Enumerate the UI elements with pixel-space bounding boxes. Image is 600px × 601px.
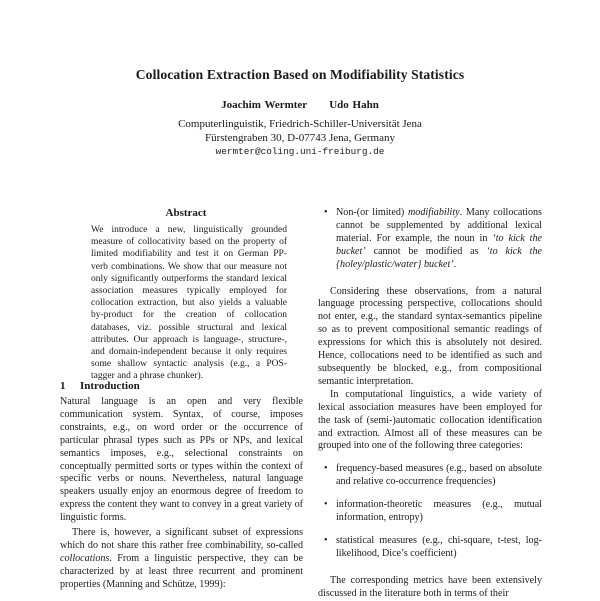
list-item-text: statistical measures (e.g., chi-square, t-test, log-likelihood, Dice’s coefficient): [336, 534, 542, 559]
list-item: [318, 207, 542, 272]
affiliation-line: Fürstengraben 30, D-07743 Jena, Germany: [204, 131, 395, 144]
paragraph: Natural language is an open and very flexible communication system. Syntax, of course, imposes constraints, e.g., on word order or the occurrence of particular phrasal types such as PPs or NPs, and lexical semantics imposes, e.g., selectional constraints on conceptually permitted sorts or types within the context of specific verbs or nouns. Nevertheless, natural language speakers usually enjoy an enormous degree of freedom to express the content they want to convey in a great variety of linguistic forms.: [60, 396, 304, 524]
list-item-text: information-theoretic measures (e.g., mutual information, entropy): [336, 499, 542, 524]
author-email: wermter@coling.uni-freiburg.de: [215, 146, 385, 157]
abstract-heading: Abstract: [165, 207, 207, 219]
paragraph: [60, 527, 303, 592]
section-heading: [60, 380, 140, 392]
affiliation: [0, 118, 600, 145]
paragraph: The corresponding metrics have been extensively discussed in the literature both in terms of their: [318, 574, 542, 599]
bullet-icon: •: [324, 207, 328, 218]
example-phrase: ‘to kick the {holey/plastic/water} bucket’: [336, 245, 542, 270]
list-item: [318, 535, 542, 561]
author-name: Joachim Wermter: [221, 99, 308, 111]
paper-title: Collocation Extraction Based on Modifiability Statistics: [135, 67, 465, 82]
bullet-icon: •: [324, 499, 328, 511]
section-number: 1: [60, 380, 66, 392]
text-run: There is, however, a significant subset of expressions which do not share this rather free combinability, so-called: [60, 527, 303, 551]
text-run: cannot be modified as: [365, 245, 487, 257]
paragraph: In computational linguistics, a wide variety of lexical association measures have been employed for the task of (semi-)automatic collocation identification and extraction. Almost all of these measures can be grouped into one of the following three categories:: [318, 388, 542, 452]
example-phrase: ‘to kick the bucket’: [336, 232, 542, 257]
left-column: [60, 396, 303, 592]
authors-line: [0, 99, 600, 111]
text-run: Non-(or limited): [336, 207, 409, 218]
affiliation-line: Computerlinguistik, Friedrich-Schiller-Universität Jena: [178, 118, 422, 130]
bullet-icon: •: [324, 463, 328, 475]
term-emphasis: collocations: [60, 552, 110, 564]
abstract-text: We introduce a new, linguistically grounded measure of collocativity based on the property of limited modifiability and test it on German PP-verb combinations. We show that our measure not only significantly outperforms the standard lexical association measures typically employed for collocation extraction, but also yields a valuable by-product for the creation of collocation databases, viz. possible structural and lexical attributes. Our approach is language-, structure-, and domain-independent because it only requires some shallow syntactic analysis (e.g., a POS-tagger and a phrase chunker).: [91, 225, 287, 382]
bullet-icon: •: [324, 534, 328, 546]
text-run: . Many collocations cannot be supplemented by additional lexical material. For example, the noun in: [336, 207, 542, 244]
list-item-text: frequency-based measures (e.g., based on absolute and relative co-occurrence frequencies): [336, 463, 542, 488]
author-name: Udo Hahn: [329, 99, 379, 111]
right-column: [318, 207, 542, 601]
term-emphasis: modifiability: [408, 207, 460, 218]
text-run: .: [453, 258, 457, 270]
list-item: [318, 499, 542, 525]
section-title: Introduction: [80, 380, 140, 392]
list-item: [318, 463, 542, 489]
paragraph: Considering these observations, from a natural language processing perspective, collocations should not enter, e.g., the standard syntax-semantics pipeline so as to prevent compositional semantic readings of expressions for which this is absolutely not desired. Hence, collocations need to be identified as such and subsequently be blocked, e.g., from compositional semantic interpretation.: [318, 285, 542, 387]
text-run: . From a linguistic perspective, they can be characterized by at least three recurrent and prominent properties (Manning and Schütze, 1999):: [60, 552, 303, 590]
